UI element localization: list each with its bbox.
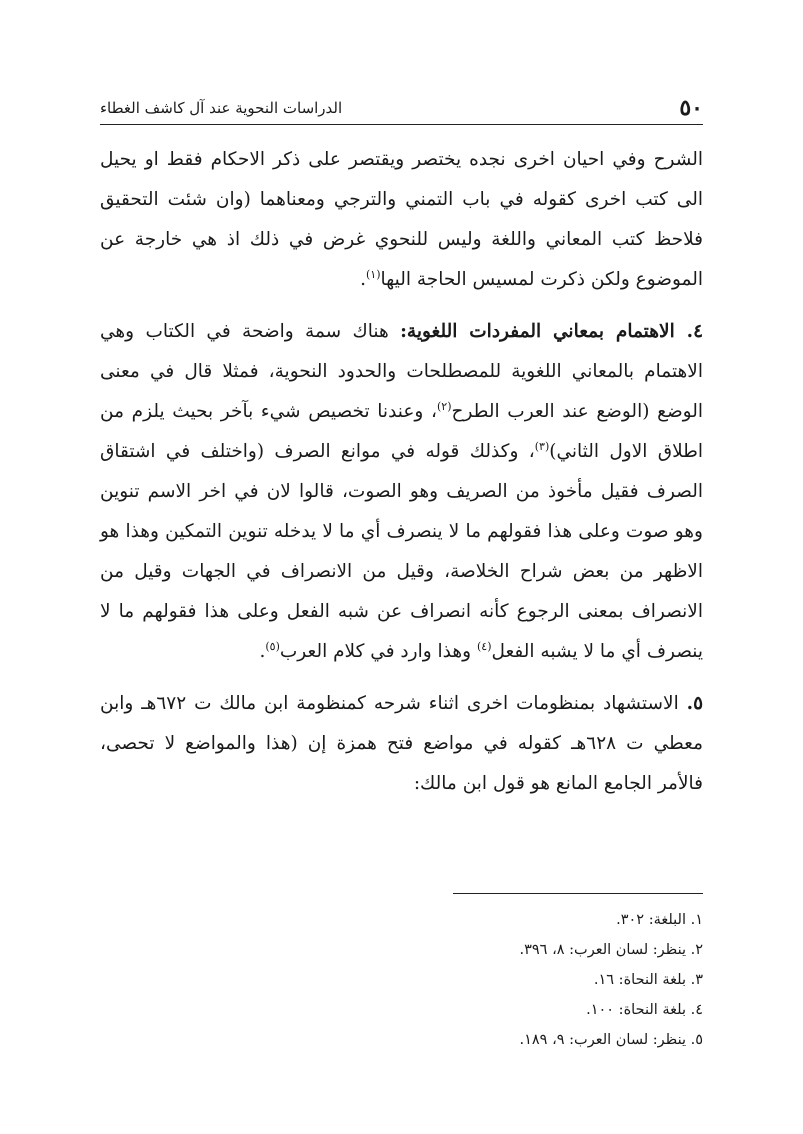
section-heading-4: ٤. الاهتمام بمعاني المفردات اللغوية: [400, 321, 703, 342]
footnote-1: ١. البلغة: ٣٠٢. [616, 912, 703, 928]
paragraph-text: الشرح وفي احيان اخرى نجده يختصر ويقتصر على ذكر الاحكام فقط او يحيل الى كتب اخرى كقوله في باب التمني والترجي ومعناهما (وان شئت التحقيق فلاحظ كتب المعاني واللغة وليس للنحوي غرض في ذلك اذ هي خارجة عن الموضوع ولكن ذكرت لمسيس الحاجة اليها [100, 149, 703, 290]
page-number: ٥٠ [679, 95, 703, 121]
paragraph-end: . [259, 641, 266, 662]
footnote-ref-3: (٣) [534, 439, 550, 453]
footnote-2: ٢. ينظر: لسان العرب: ٨، ٣٩٦. [519, 942, 703, 958]
footnote-3: ٣. بلغة النحاة: ١٦. [593, 972, 703, 988]
footnote-ref-4: (٤) [476, 639, 492, 653]
footnote-divider [453, 893, 703, 894]
section-heading-5: ٥. [686, 693, 703, 714]
paragraph-text: ، وعندنا تخصيص شيء بآخر بحيث يلزم من اطلاق الاول الثاني) [100, 401, 703, 462]
paragraph-text: ، وكذلك قوله في موانع الصرف (واختلف في اشتقاق الصرف فقيل مأخوذ من الصريف وهو الصوت، قالوا لان في اخر الاسم تنوين وهو صوت وعلى هذا فقولهم ما لا ينصرف أي ما لا يدخله تنوين التمكين وهذا هو الاظهر من بعض شراح الخلاصة، وقيل من الانصراف في الجهات وقيل من الانصراف بمعنى الرجوع كأنه انصراف عن شبه الفعل وعلى هذا فقولهم ما لا ينصرف أي ما لا يشبه الفعل [100, 441, 703, 662]
footnote-ref-1: (١) [365, 267, 381, 281]
page-header [100, 92, 703, 125]
paragraph-end: . [360, 269, 366, 290]
main-text [100, 140, 703, 816]
paragraph-3 [100, 684, 703, 804]
paragraph-text: وهذا وارد في كلام العرب [279, 641, 477, 662]
paragraph-text: الاستشهاد بمنظومات اخرى اثناء شرحه كمنظومة ابن مالك ت ٦٧٢هـ وابن معطي ت ٦٢٨هـ كقوله في مواضع فتح همزة إن (هذا والمواضع لا تحصى، فالأمر الجامع المانع هو قول ابن مالك: [100, 693, 704, 794]
footnotes [100, 905, 703, 1055]
paragraph-1 [100, 140, 703, 300]
running-title: الدراسات النحوية عند آل كاشف الغطاء [100, 99, 343, 117]
paragraph-text: هناك سمة واضحة في الكتاب وهي الاهتمام بالمعاني اللغوية للمصطلحات والحدود النحوية، فمثلا قال في معنى الوضع (الوضع عند العرب الطرح [100, 321, 703, 422]
footnote-4: ٤. بلغة النحاة: ١٠٠. [586, 1002, 703, 1018]
footnote-ref-5: (٥) [265, 639, 280, 653]
paragraph-2 [100, 312, 703, 672]
footnote-5: ٥. ينظر: لسان العرب: ٩، ١٨٩. [519, 1032, 703, 1048]
footnote-ref-2: (٢) [437, 399, 452, 413]
